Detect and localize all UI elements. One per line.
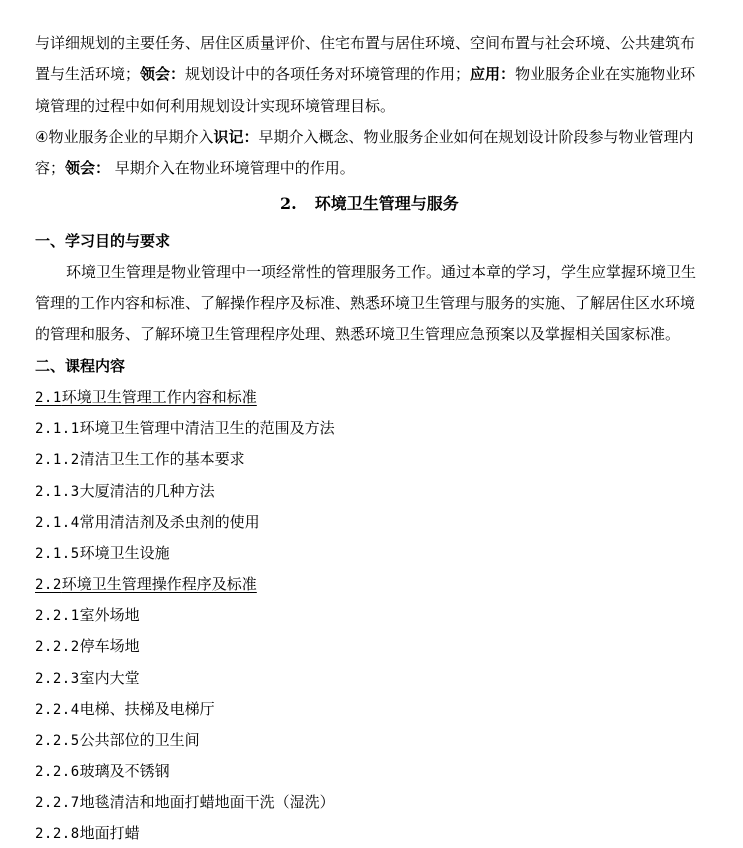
intro-line-2 [35, 64, 740, 84]
intro-line-1 [35, 33, 740, 53]
chapter-title [280, 193, 459, 215]
objectives-paragraph-line-2: 管理的工作内容和标准、了解操作程序及标准、熟悉环境卫生管理与服务的实施、了解居住区水环境 [35, 294, 696, 312]
toc-number: 2.2.1 [35, 608, 80, 624]
intro-text: 早期介入概念、物业服务企业如何在规划设计阶段参与物业管理内 [258, 128, 694, 146]
toc-item-2-1-3 [35, 481, 740, 502]
intro-text: 早期介入在物业环境管理中的作用。 [110, 159, 355, 177]
toc-number: 2.2 [35, 577, 62, 593]
toc-number: 2.1.1 [35, 421, 80, 437]
intro-text: 物业服务企业在实施物业环 [515, 65, 696, 83]
toc-number: 2.1.4 [35, 515, 80, 531]
toc-number: 2.2.7 [35, 795, 80, 811]
toc-text: 室外场地 [79, 606, 140, 624]
toc-text: 常用清洁剂及杀虫剂的使用 [79, 513, 260, 531]
toc-text: 环境卫生管理操作程序及标准 [61, 575, 257, 593]
toc-text: 公共部位的卫生间 [79, 731, 200, 749]
toc-item-2-1-5 [35, 543, 740, 564]
toc-number: 2.2.6 [35, 764, 80, 780]
keyword-comprehend: 领会： [140, 65, 186, 83]
toc-item-2-2 [35, 574, 740, 595]
toc-text: 环境卫生管理工作内容和标准 [61, 388, 257, 406]
toc-number: 2.2.8 [35, 826, 80, 842]
chapter-number: 2. [280, 194, 297, 213]
toc-item-2-1-4 [35, 512, 740, 533]
toc-item-2-2-6 [35, 761, 740, 782]
toc-item-2-2-8 [35, 823, 740, 844]
intro-line-5 [35, 158, 740, 178]
toc-item-2-1-2 [35, 449, 740, 470]
toc-number: 2.2.3 [35, 671, 80, 687]
toc-text: 室内大堂 [79, 669, 140, 687]
toc-item-2-2-2 [35, 636, 740, 657]
toc-number: 2.1.2 [35, 452, 80, 468]
intro-line-3 [35, 96, 740, 116]
toc-text: 地面打蜡 [79, 824, 140, 842]
toc-item-2-2-4 [35, 699, 740, 720]
intro-line-4 [35, 127, 740, 147]
chapter-title-text: 环境卫生管理与服务 [314, 194, 459, 213]
keyword-memorize: 识记： [213, 128, 259, 146]
toc-item-2-1-1 [35, 418, 740, 439]
keyword-comprehend: 领会： [65, 159, 111, 177]
toc-text: 电梯、扶梯及电梯厅 [79, 700, 215, 718]
toc-text: 停车场地 [79, 637, 140, 655]
toc-number: 2.1.5 [35, 546, 80, 562]
intro-text: 境管理的过程中如何利用规划设计实现环境管理目标。 [35, 97, 396, 115]
toc-item-2-2-7 [35, 792, 740, 813]
objectives-paragraph-line-1: 环境卫生管理是物业管理中一项经常性的管理服务工作。通过本章的学习，学生应掌握环境卫生 [66, 263, 697, 281]
toc-item-2-2-5 [35, 730, 740, 751]
toc-text: 玻璃及不锈钢 [79, 762, 170, 780]
intro-text: 规划设计中的各项任务对环境管理的作用； [185, 65, 471, 83]
intro-text: ④物业服务企业的早期介入 [35, 128, 214, 146]
toc-item-2-1 [35, 387, 740, 408]
keyword-apply: 应用： [470, 65, 516, 83]
toc-item-2-2-1 [35, 605, 740, 626]
toc-number: 2.1.3 [35, 484, 80, 500]
toc-text: 地毯清洁和地面打蜡地面干洗（湿洗） [79, 793, 335, 811]
intro-text: 置与生活环境； [35, 65, 141, 83]
toc-number: 2.2.4 [35, 702, 80, 718]
toc-text: 环境卫生管理中清洁卫生的范围及方法 [79, 419, 335, 437]
intro-text: 与详细规划的主要任务、居住区质量评价、住宅布置与居住环境、空间布置与社会环境、公共建筑布 [35, 34, 696, 52]
toc-item-2-2-3 [35, 668, 740, 689]
section-heading-objectives: 一、学习目的与要求 [35, 232, 171, 250]
toc-number: 2.1 [35, 390, 62, 406]
toc-text: 环境卫生设施 [79, 544, 170, 562]
toc-text: 大厦清洁的几种方法 [79, 482, 215, 500]
objectives-paragraph-line-3: 的管理和服务、了解环境卫生管理程序处理、熟悉环境卫生管理应急预案以及掌握相关国家标准。 [35, 325, 681, 343]
toc-number: 2.2.5 [35, 733, 80, 749]
toc-number: 2.2.2 [35, 639, 80, 655]
toc-text: 清洁卫生工作的基本要求 [79, 450, 245, 468]
section-heading-content: 二、课程内容 [35, 357, 126, 375]
intro-text: 容； [35, 159, 66, 177]
